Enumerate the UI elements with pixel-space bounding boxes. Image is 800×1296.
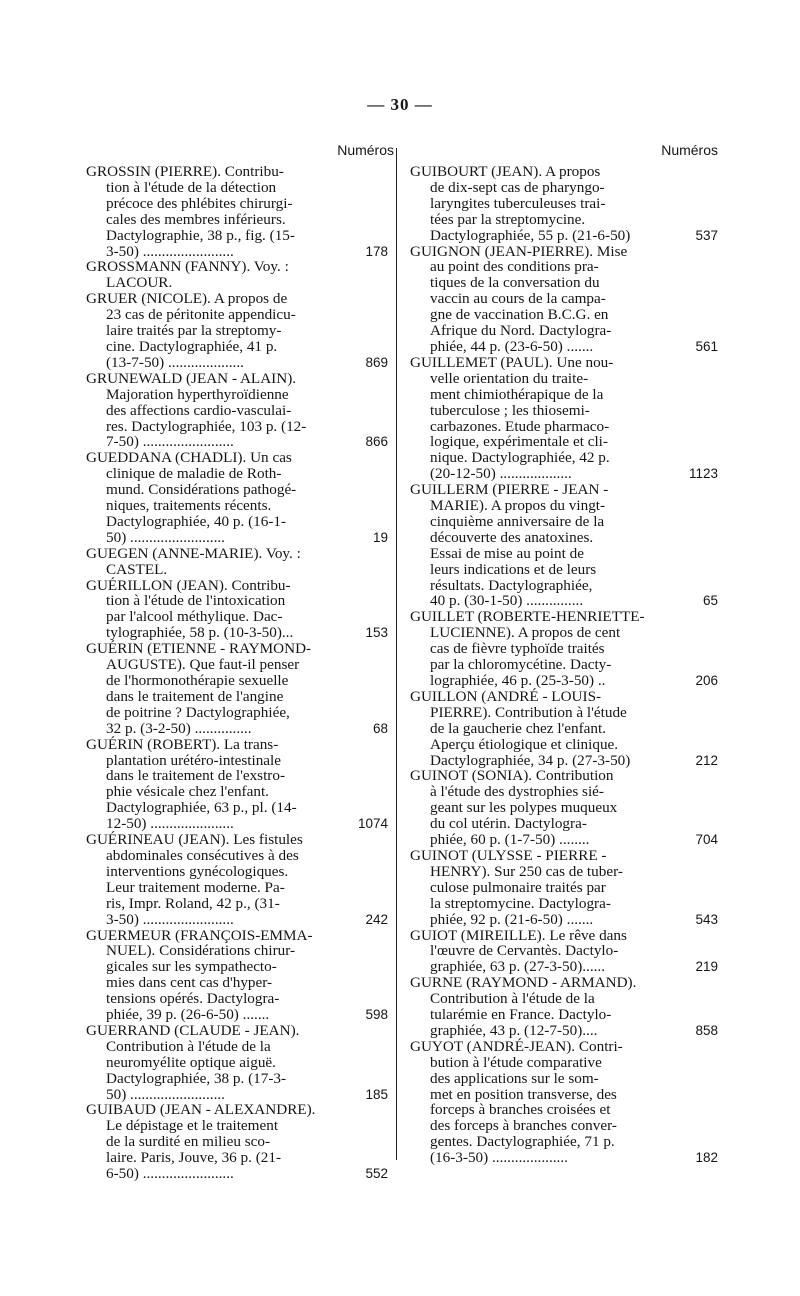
- entry-line: Afrique du Nord. Dactylogra-: [430, 322, 612, 340]
- entry-line: des applications sur le som-: [430, 1069, 599, 1087]
- entry-line: GUIBOURT (JEAN). A propos: [410, 163, 601, 180]
- entry-line: culose pulmonaire traités par: [430, 878, 606, 896]
- entry-line: Dactylographiée, 40 p. (16-1-: [106, 512, 287, 530]
- entry-line: res. Dactylographiée, 103 p. (12-: [106, 417, 307, 435]
- entry-line: tion à l'étude de l'intoxication: [106, 592, 286, 610]
- entry-line: Dactylographiée, 55 p. (21-6-50): [430, 226, 631, 244]
- entry-line: velle orientation du traite-: [430, 369, 589, 387]
- entry-line: GUIOT (MIREILLE). Le rêve dans: [410, 926, 627, 944]
- entry-line: Aperçu étiologique et clinique.: [430, 735, 619, 753]
- entry-line: de dix-sept cas de pharyngo-: [430, 178, 605, 196]
- entry-line: GURNE (RAYMOND - ARMAND).: [410, 974, 637, 992]
- entry-number: 65: [702, 593, 718, 609]
- entry-line: lographiée, 46 p. (25-3-50) ..: [430, 672, 606, 689]
- entry-line: 32 p. (3-2-50) ...............: [106, 719, 252, 737]
- entry-line: 3-50) ........................: [106, 242, 234, 260]
- entry-line: gentes. Dactylographiée, 71 p.: [430, 1133, 615, 1151]
- entry-line: 23 cas de péritonite appendicu-: [106, 306, 296, 324]
- entry-number: 1074: [357, 816, 388, 832]
- entry-line: tylographiée, 58 p. (10-3-50)...: [106, 624, 294, 642]
- entry-line: GUIBAUD (JEAN - ALEXANDRE).: [86, 1101, 316, 1119]
- entry-line: GUINOT (SONIA). Contribution: [410, 767, 614, 785]
- entry-line: Leur traitement moderne. Pa-: [106, 878, 285, 896]
- entry-line: nique. Dactylographiée, 42 p.: [430, 449, 610, 467]
- entry: [86, 259, 378, 291]
- entry: [86, 640, 388, 737]
- entry-line: graphiée, 43 p. (12-7-50)....: [430, 1021, 598, 1039]
- entry-line: Dactylographiée, 34 p. (27-3-50): [430, 751, 631, 769]
- entry-line: GUINOT (ULYSSE - PIERRE -: [410, 846, 607, 864]
- entry-line: GUILLERM (PIERRE - JEAN -: [410, 481, 609, 499]
- entry-line: tées par la streptomycine.: [430, 210, 586, 228]
- entry-line: niques, traitements récents.: [106, 497, 272, 515]
- entry-line: GUILLEMET (PAUL). Une nou-: [410, 353, 614, 371]
- entry-line: dans le traitement de l'exstro-: [106, 767, 286, 785]
- entry-line: au point des conditions pra-: [430, 258, 599, 276]
- left-column: [86, 142, 394, 1183]
- entry-number: 153: [365, 625, 388, 641]
- entry-number: 1123: [688, 466, 718, 482]
- entry-line: 6-50) ........................: [106, 1165, 234, 1183]
- entry-line: NUEL). Considérations chirur-: [106, 942, 296, 960]
- entry-line: des affections cardio-vasculai-: [106, 401, 292, 419]
- entry-line: GROSSIN (PIERRE). Contribu-: [86, 163, 284, 180]
- entry-line: HENRY). Sur 250 cas de tuber-: [430, 862, 623, 880]
- entry-number: 242: [365, 911, 388, 927]
- entry-line: Dactylographiée, 38 p. (17-3-: [106, 1069, 287, 1087]
- entry: [410, 481, 718, 610]
- entry-line: clinique de maladie de Roth-: [106, 465, 282, 483]
- column-header: Numéros: [337, 142, 394, 158]
- entry: [410, 1037, 718, 1167]
- column-header: Numéros: [661, 142, 718, 158]
- entry-line: GUEGEN (ANNE-MARIE). Voy. :: [86, 544, 301, 562]
- entry: [86, 735, 388, 833]
- entry-line: dans le traitement de l'angine: [106, 687, 284, 705]
- entry-number: 212: [695, 752, 718, 768]
- entry-line: 50) .........................: [106, 528, 225, 546]
- entry-number: 866: [365, 434, 388, 450]
- entry-line: la streptomycine. Dactylogra-: [430, 894, 611, 912]
- entry-line: Dactylographiée, 63 p., pl. (14-: [106, 799, 297, 817]
- entry-line: MARIE). A propos du vingt-: [430, 497, 606, 515]
- entry-line: tuberculose ; les thiosemi-: [430, 401, 590, 419]
- entry-line: 50) .........................: [106, 1085, 225, 1103]
- entry-number: 598: [365, 1007, 388, 1023]
- entry-line: phiée, 60 p. (1-7-50) ........: [430, 831, 590, 849]
- entry-line: plantation urétéro-intestinale: [106, 751, 282, 769]
- entry-line: phiée, 92 p. (21-6-50) .......: [430, 910, 594, 928]
- entry-line: GUEDDANA (CHADLI). Un cas: [86, 449, 292, 467]
- entry-line: Essai de mise au point de: [430, 544, 584, 562]
- entry-line: de la surdité en milieu sco-: [106, 1133, 271, 1151]
- entry-line: de poitrine ? Dactylographiée,: [106, 703, 290, 721]
- entry-line: GROSSMANN (FANNY). Voy. :: [86, 258, 289, 276]
- entry-line: geant sur les polypes muqueux: [430, 799, 618, 817]
- entry-number: 178: [365, 243, 388, 259]
- entry-number: 206: [695, 673, 718, 688]
- entry: [86, 546, 378, 578]
- entry-line: tion à l'étude de la détection: [106, 178, 277, 196]
- entry-line: gicales sur les sympathecto-: [106, 958, 277, 976]
- entry-line: tensions opérés. Dactylogra-: [106, 990, 280, 1008]
- entry-line: de la gaucherie chez l'enfant.: [430, 719, 607, 737]
- entry-line: ment chimiothérapique de la: [430, 385, 604, 403]
- entry: [410, 353, 718, 483]
- entry-line: 3-50) ........................: [106, 910, 234, 928]
- entry-line: ris, Impr. Roland, 42 p., (31-: [106, 894, 280, 912]
- entry-line: cine. Dactylographiée, 41 p.: [106, 337, 278, 355]
- entry-number: 561: [695, 338, 718, 354]
- entry-number: 704: [695, 832, 718, 848]
- entry-line: mund. Considérations pathogé-: [106, 481, 297, 499]
- entry-line: GUÉRILLON (JEAN). Contribu-: [86, 576, 291, 594]
- entry: [410, 687, 718, 769]
- entry-line: phiée, 44 p. (23-6-50) .......: [430, 337, 594, 355]
- entry-line: LUCIENNE). A propos de cent: [430, 624, 621, 642]
- entry: [410, 846, 718, 928]
- entry-line: (13-7-50) ....................: [106, 353, 244, 371]
- entry-number: 185: [365, 1086, 388, 1102]
- entry-line: GUILLON (ANDRÉ - LOUIS-: [410, 687, 602, 705]
- entry: [410, 767, 718, 849]
- entry: [86, 1101, 388, 1183]
- entry: [410, 608, 718, 689]
- entry: [86, 1021, 388, 1103]
- entry-number: 182: [695, 1150, 718, 1166]
- entry: [410, 242, 718, 355]
- entry-number: 219: [695, 959, 718, 975]
- entry-number: 552: [365, 1166, 388, 1182]
- entry-line: forceps à branches croisées et: [430, 1101, 611, 1119]
- entry-line: neuromyélite optique aiguë.: [106, 1053, 276, 1071]
- entry: [86, 831, 388, 928]
- entry-line: phiée, 39 p. (26-6-50) .......: [106, 1006, 270, 1024]
- entry-line: laire traités par la streptomy-: [106, 322, 282, 340]
- entry-line: AUGUSTE). Que faut-il penser: [106, 656, 300, 674]
- entry-line: GUIGNON (JEAN-PIERRE). Mise: [410, 242, 628, 260]
- entry-number: 537: [695, 227, 718, 243]
- entry-line: cales des membres inférieurs.: [106, 210, 286, 228]
- entry-line: carbazones. Etude pharmaco-: [430, 417, 610, 435]
- entry-number: 68: [372, 720, 388, 736]
- entry-line: précoce des phlébites chirurgi-: [106, 194, 293, 212]
- entry-line: GUÉRINEAU (JEAN). Les fistules: [86, 831, 303, 849]
- entry: [86, 449, 388, 546]
- entry-line: vaccin au cours de la campa-: [430, 290, 606, 308]
- entry-line: CASTEL.: [106, 560, 168, 578]
- entry-line: du col utérin. Dactylogra-: [430, 815, 587, 833]
- entry-line: interventions gynécologiques.: [106, 862, 289, 880]
- entry-line: l'œuvre de Cervantès. Dactylo-: [430, 942, 619, 960]
- entry-number: 19: [372, 529, 388, 545]
- entry-line: GUILLET (ROBERTE-HENRIETTE-: [410, 608, 645, 626]
- entry-line: leurs indications et de leurs: [430, 560, 597, 578]
- entry: [86, 163, 388, 260]
- entry-line: met en position transverse, des: [430, 1085, 617, 1103]
- entry-line: Contribution à l'étude de la: [430, 990, 595, 1008]
- page-number: — 30 —: [367, 95, 433, 114]
- entry-line: 40 p. (30-1-50) ...............: [430, 592, 584, 610]
- entry: [86, 926, 388, 1024]
- entry-line: laryngites tuberculeuses trai-: [430, 194, 606, 212]
- entry-line: tiques de la conversation du: [430, 274, 600, 292]
- entry: [86, 369, 388, 451]
- entry-line: 12-50) ......................: [106, 815, 234, 833]
- entry-line: logique, expérimentale et cli-: [430, 433, 608, 451]
- entry-line: des forceps à branches conver-: [430, 1117, 617, 1135]
- entry-line: abdominales consécutives à des: [106, 846, 299, 864]
- entry-line: tularémie en France. Dactylo-: [430, 1006, 612, 1024]
- column-divider: [396, 148, 397, 1160]
- right-column: [410, 142, 718, 1167]
- entry-line: LACOUR.: [106, 274, 173, 292]
- entry-line: cinquième anniversaire de la: [430, 512, 605, 530]
- entry-line: GUÉRIN (ETIENNE - RAYMOND-: [86, 640, 312, 658]
- entry-line: par la chloromycétine. Dacty-: [430, 656, 612, 674]
- entry-line: (20-12-50) ...................: [430, 465, 572, 483]
- entry-line: à l'étude des dystrophies sié-: [430, 783, 604, 801]
- entry: [410, 974, 718, 1039]
- entry-line: par l'alcool méthylique. Dac-: [106, 608, 283, 626]
- entry-line: Le dépistage et le traitement: [106, 1117, 279, 1135]
- entry: [86, 576, 388, 642]
- entry-line: GRUER (NICOLE). A propos de: [86, 290, 288, 308]
- entry-line: GRUNEWALD (JEAN - ALAIN).: [86, 369, 297, 387]
- entry-line: découverte des anatoxines.: [430, 528, 594, 546]
- entry-line: GUÉRIN (ROBERT). La trans-: [86, 735, 279, 753]
- entry-line: (16-3-50) ....................: [430, 1149, 568, 1167]
- entry-line: laire. Paris, Jouve, 36 p. (21-: [106, 1149, 282, 1167]
- entry-number: 869: [365, 354, 388, 370]
- entry-number: 858: [695, 1022, 718, 1038]
- entry-line: Contribution à l'étude de la: [106, 1037, 271, 1055]
- entry-line: PIERRE). Contribution à l'étude: [430, 703, 627, 721]
- entry-line: résultats. Dactylographiée,: [430, 576, 593, 594]
- entry-line: de l'hormonothérapie sexuelle: [106, 672, 289, 689]
- entry-line: 7-50) ........................: [106, 433, 234, 451]
- entry-line: GUERMEUR (FRANÇOIS-EMMA-: [86, 926, 313, 944]
- entry-line: GUYOT (ANDRÉ-JEAN). Contri-: [410, 1037, 623, 1055]
- entry-line: gne de vaccination B.C.G. en: [430, 306, 609, 324]
- entry-line: GUERRAND (CLAUDE - JEAN).: [86, 1021, 300, 1039]
- entry-line: cas de fièvre typhoïde traités: [430, 640, 605, 658]
- entry-line: bution à l'étude comparative: [430, 1053, 602, 1071]
- entry-number: 543: [695, 911, 718, 927]
- entry-line: phie vésicale chez l'enfant.: [106, 783, 269, 801]
- entry-line: Dactylographie, 38 p., fig. (15-: [106, 226, 295, 244]
- entry: [410, 163, 718, 244]
- entry-line: mies dans cent cas d'hyper-: [106, 974, 273, 992]
- entry: [410, 926, 718, 976]
- entry: [86, 290, 388, 371]
- entry-line: graphiée, 63 p. (27-3-50)......: [430, 958, 606, 976]
- entry-line: Majoration hyperthyroïdienne: [106, 385, 289, 403]
